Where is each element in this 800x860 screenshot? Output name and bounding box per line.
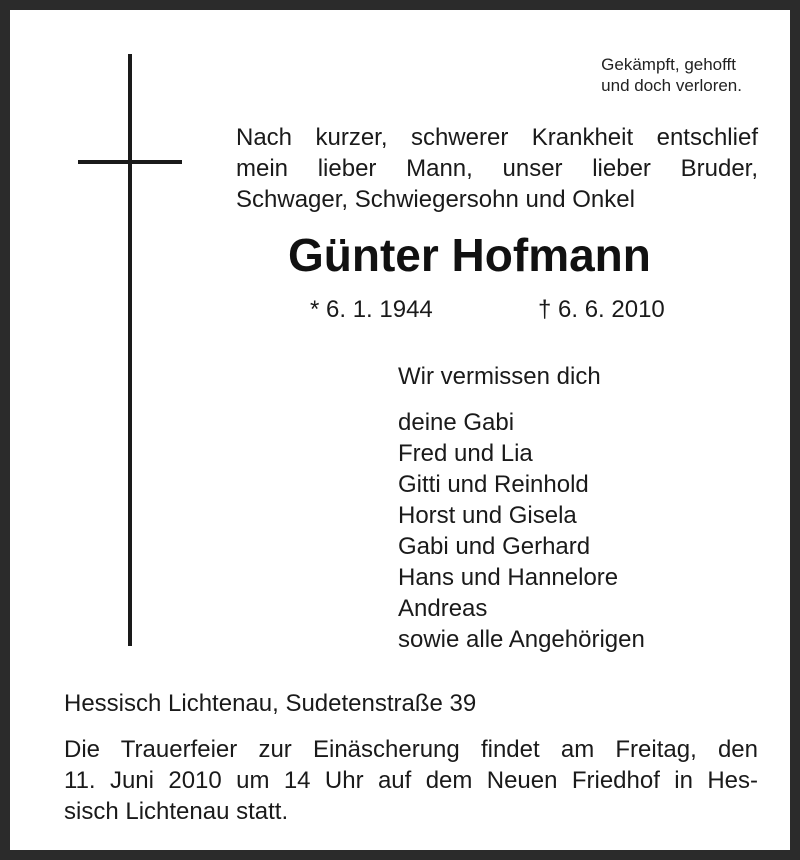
mourner: deine Gabi — [398, 409, 515, 436]
mourner: sowie alle Angehörigen — [398, 626, 645, 653]
intro-line: Schwager, Schwiegersohn und Onkel — [236, 186, 635, 213]
mourners-list — [398, 407, 645, 655]
notice-line: sisch Lichtenau statt. — [64, 798, 289, 825]
cross-icon-crossbar — [78, 160, 182, 164]
notice-line: 11. Juni 2010 um 14 Uhr auf dem Neuen Friedhof in Hes- — [64, 767, 758, 794]
mourner: Hans und Hannelore — [398, 564, 619, 591]
obituary-notice — [10, 10, 790, 850]
intro-line: Nach kurzer, schwerer Krankheit entschlief — [236, 124, 758, 151]
intro-line: mein lieber Mann, unser lieber Bruder, — [236, 155, 758, 182]
death-date: † 6. 6. 2010 — [538, 296, 665, 323]
motto — [601, 54, 742, 96]
mourner: Andreas — [398, 595, 488, 622]
cross-icon — [128, 54, 132, 646]
funeral-notice — [64, 734, 758, 827]
mourner: Fred und Lia — [398, 440, 533, 467]
address: Hessisch Lichtenau, Sudetenstraße 39 — [64, 690, 477, 717]
motto-line: und doch verloren. — [601, 76, 742, 95]
motto-line: Gekämpft, gehofft — [601, 55, 736, 74]
intro-text — [236, 122, 758, 215]
notice-line: Die Trauerfeier zur Einäscherung findet am Freitag, den — [64, 736, 758, 763]
deceased-name: Günter Hofmann — [288, 229, 651, 281]
mourner: Horst und Gisela — [398, 502, 577, 529]
mourner: Gabi und Gerhard — [398, 533, 591, 560]
farewell-text: Wir vermissen dich — [398, 363, 601, 390]
birth-date: * 6. 1. 1944 — [310, 296, 433, 323]
mourner: Gitti und Reinhold — [398, 471, 589, 498]
